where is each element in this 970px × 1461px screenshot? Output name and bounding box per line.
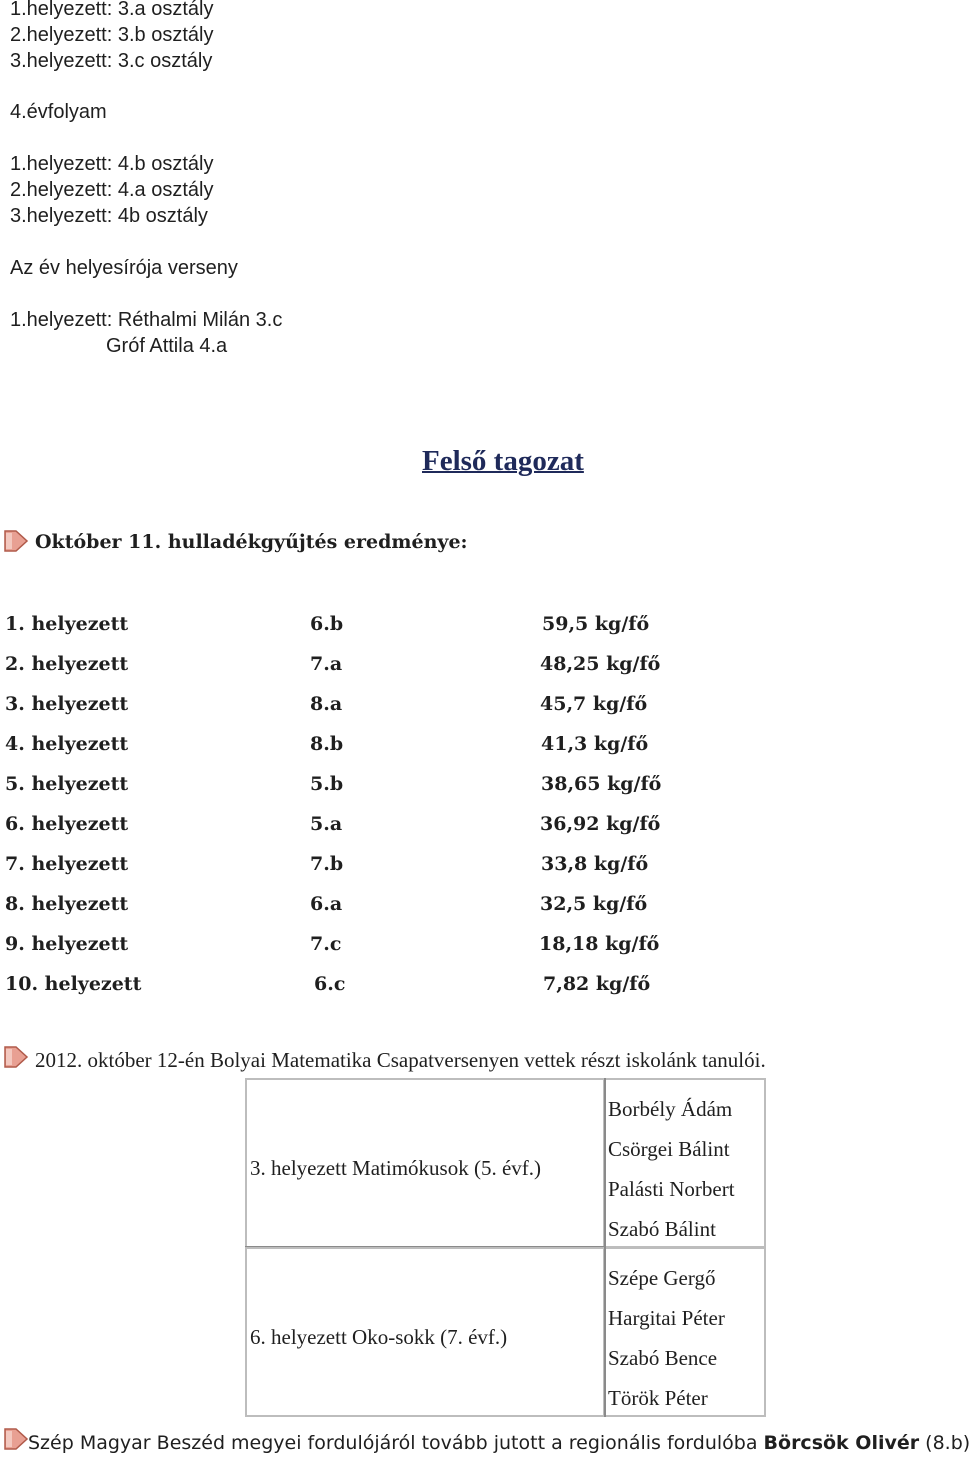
grade4-second: 2.helyezett: 4.a osztály (10, 179, 214, 201)
result-class: 5.a (310, 813, 343, 835)
team-result: 3. helyezett Matimókusok (5. évf.) (250, 1156, 542, 1180)
result-place: 7. helyezett (5, 853, 129, 875)
result-amount: 33,8 kg/fő (541, 853, 649, 875)
result-place: 3. helyezett (5, 693, 129, 715)
team-member: Török Péter (608, 1386, 708, 1410)
result-place: 2. helyezett (5, 653, 129, 675)
result-amount: 45,7 kg/fő (540, 693, 648, 715)
team-member: Csörgei Bálint (608, 1137, 730, 1161)
result-class: 7.b (310, 853, 344, 875)
result-class: 5.b (310, 773, 344, 795)
math-heading: 2012. október 12-én Bolyai Matematika Csapatversenyen vettek részt iskolánk tanulói. (35, 1048, 766, 1072)
grade4-heading: 4.évfolyam (10, 101, 107, 123)
result-amount: 36,92 kg/fő (540, 813, 661, 835)
speech-class: (8.b) (919, 1432, 970, 1454)
team-result: 6. helyezett Oko-sokk (7. évf.) (250, 1325, 508, 1349)
team-member: Palásti Norbert (608, 1177, 735, 1201)
result-class: 7.c (310, 933, 342, 955)
grade3-first: 1.helyezett: 3.a osztály (10, 0, 214, 20)
spelling-second: Gróf Attila 4.a (106, 335, 228, 357)
result-place: 1. helyezett (5, 613, 129, 635)
result-amount: 38,65 kg/fő (541, 773, 662, 795)
table-divider (604, 1247, 606, 1417)
speech-line (28, 1432, 970, 1454)
arrow-bullet-icon (4, 530, 28, 552)
result-class: 8.a (310, 693, 343, 715)
team-member: Hargitai Péter (608, 1306, 725, 1330)
arrow-bullet-icon (4, 1428, 28, 1450)
result-class: 7.a (310, 653, 343, 675)
result-amount: 18,18 kg/fő (539, 933, 660, 955)
result-place: 4. helyezett (5, 733, 129, 755)
waste-heading: Október 11. hulladékgyűjtés eredménye: (35, 531, 468, 553)
speech-text: Szép Magyar Beszéd megyei fordulójáról tovább jutott a regionális fordulóba (28, 1432, 764, 1454)
result-amount: 41,3 kg/fő (541, 733, 649, 755)
grade4-third: 3.helyezett: 4b osztály (10, 205, 208, 227)
result-class: 6.c (314, 973, 346, 995)
arrow-bullet-icon (4, 1046, 28, 1068)
result-class: 6.b (310, 613, 344, 635)
speech-name: Börcsök Olivér (763, 1432, 920, 1454)
result-class: 8.b (310, 733, 344, 755)
spelling-heading: Az év helyesírója verseny (10, 257, 238, 279)
grade4-first: 1.helyezett: 4.b osztály (10, 153, 214, 175)
result-amount: 48,25 kg/fő (540, 653, 661, 675)
table-divider (604, 1078, 606, 1248)
result-amount: 59,5 kg/fő (542, 613, 650, 635)
grade3-second: 2.helyezett: 3.b osztály (10, 24, 214, 46)
result-amount: 32,5 kg/fő (540, 893, 648, 915)
grade3-third: 3.helyezett: 3.c osztály (10, 50, 213, 72)
result-place: 8. helyezett (5, 893, 129, 915)
team-member: Szabó Bence (608, 1346, 718, 1370)
result-amount: 7,82 kg/fő (543, 973, 651, 995)
result-class: 6.a (310, 893, 343, 915)
team-member: Borbély Ádám (608, 1097, 733, 1121)
result-place: 9. helyezett (5, 933, 129, 955)
result-place: 5. helyezett (5, 773, 129, 795)
result-place: 10. helyezett (5, 973, 142, 995)
section-title: Felső tagozat (422, 445, 584, 477)
result-place: 6. helyezett (5, 813, 129, 835)
team-member: Szépe Gergő (608, 1266, 716, 1290)
team-member: Szabó Bálint (608, 1217, 716, 1241)
spelling-first: 1.helyezett: Réthalmi Milán 3.c (10, 309, 283, 331)
